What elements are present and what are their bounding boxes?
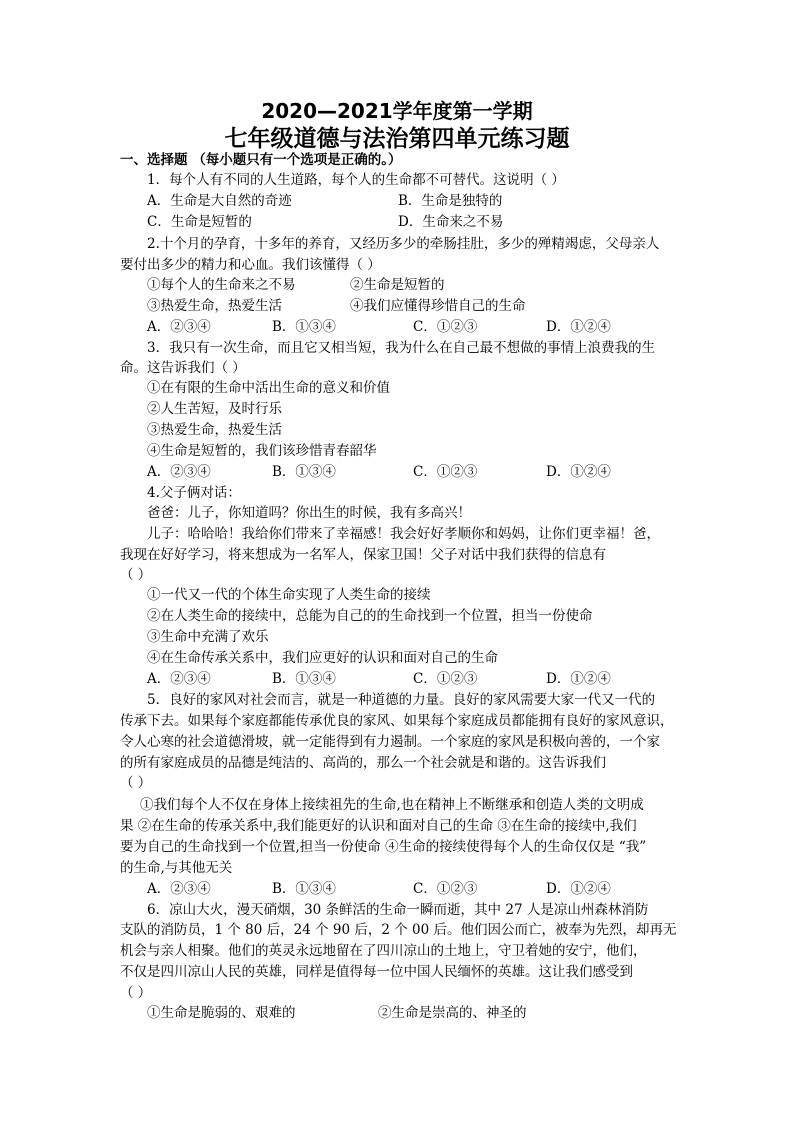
q5-stem-line1: 5．良好的家风对社会而言，就是一种道德的力量。良好的家风需要大家一代又一代的 [147, 692, 656, 708]
q3-statement-1: ①在有限的生命中活出生命的意义和价值 [147, 380, 390, 396]
q2-option-c: C．①②③ [413, 319, 478, 335]
q4-statement-3: ③生命中充满了欢乐 [147, 629, 269, 645]
section-heading: 一、选择题 （每小题只有一个选项是正确的。） [120, 152, 402, 168]
q3-stem-line1: 3．我只有一次生命，而且它又相当短，我为什么在自己最不想做的事情上浪费我的生 [147, 340, 656, 356]
q3-stem-line2: 命。这告诉我们（ ） [120, 360, 246, 376]
q5-statements-line1: ①我们每个人不仅在身体上接续祖先的生命,也在精神上不断继承和创造人类的文明成 [140, 797, 644, 813]
q3-option-d: D．①②④ [546, 464, 611, 480]
q1-option-b: B．生命是独特的 [398, 193, 503, 209]
q3-statement-3: ③热爱生命，热爱生活 [147, 422, 282, 438]
q6-stem-line4: 不仅是四川凉山人民的英雄，同样是值得每一位中国人民缅怀的英雄。这让我们感受到 [120, 964, 633, 980]
q5-option-c: C．①②③ [413, 881, 478, 897]
q4-stem-line1: 爸爸：儿子，你知道吗？你出生的时候，我有多高兴！ [147, 505, 471, 521]
q1-stem: 1．每个人有不同的人生道路，每个人的生命都不可替代。这说明（ ） [147, 172, 565, 188]
q2-option-a: A．②③④ [147, 319, 211, 335]
q3-statement-4: ④生命是短暂的，我们该珍惜青春韶华 [147, 443, 377, 459]
q4-stem-line0: 4.父子俩对话： [147, 485, 241, 501]
q2-statement-4: ④我们应懂得珍惜自己的生命 [350, 298, 526, 314]
q4-option-d: D．①②④ [546, 671, 611, 687]
q3-option-a: A．②③④ [147, 464, 211, 480]
q5-option-a: A．②③④ [147, 881, 211, 897]
page-subtitle: 七年级道德与法治第四单元练习题 [224, 126, 570, 152]
q2-option-d: D．①②④ [546, 319, 611, 335]
q5-stem-line2: 传承下去。如果每个家庭都能传承优良的家风、如果每个家庭成员都能拥有良好的家风意识， [120, 713, 674, 729]
q5-option-b: B．①③④ [272, 881, 336, 897]
q1-option-c: C．生命是短暂的 [147, 214, 252, 230]
q6-stem-line1: 6．凉山大火，漫天硝烟，30 条鲜活的生命一瞬而逝，其中 27 人是凉山州森林消防 [147, 902, 649, 918]
q2-stem-line2: 要付出多少的精力和心血。我们该懂得（ ） [120, 257, 381, 273]
q3-option-b: B．①③④ [272, 464, 336, 480]
q6-statement-1: ①生命是脆弱的、艰难的 [147, 1005, 296, 1021]
q2-stem-line1: 2.十个月的孕育，十多年的养育，又经历多少的牵肠挂肚，多少的殚精竭虑，父母亲人 [147, 236, 660, 252]
q4-option-c: C．①②③ [413, 671, 478, 687]
q4-stem-line3: 我现在好好学习，将来想成为一名军人，保家卫国！父子对话中我们获得的信息有 [120, 547, 606, 563]
q5-statements-line4: 的生命,与其他无关 [120, 860, 233, 876]
q5-statements-line2: 果 ②在生命的传承关系中,我们能更好的认识和面对自己的生命 ③在生命的接续中,我们 [120, 818, 637, 834]
q4-option-b: B．①③④ [272, 671, 336, 687]
q4-statement-4: ④在生命传承关系中，我们应更好的认识和面对自己的生命 [147, 650, 498, 666]
q2-option-b: B．①③④ [272, 319, 336, 335]
q4-statement-1: ①一代又一代的个体生命实现了人类生命的接续 [147, 587, 431, 603]
q5-stem-line3: 令人心寒的社会道德滑坡，就一定能得到有力遏制。一个家庭的家风是积极向善的，一个家 [120, 734, 660, 750]
q6-stem-line3: 机会与亲人相聚。他们的英灵永远地留在了四川凉山的土地上，守卫着她的安宁，他们， [120, 943, 647, 959]
q2-statement-2: ②生命是短暂的 [350, 277, 445, 293]
q3-option-c: C．①②③ [413, 464, 478, 480]
q4-stem-line4: （ ） [120, 567, 152, 583]
q3-statement-2: ②人生苦短，及时行乐 [147, 401, 282, 417]
q4-option-a: A．②③④ [147, 671, 211, 687]
q4-statement-2: ②在人类生命的接续中，总能为自己的的生命找到一个位置，担当一份使命 [147, 608, 593, 624]
q5-option-d: D．①②④ [546, 881, 611, 897]
q6-statement-2: ②生命是崇高的、神圣的 [378, 1005, 527, 1021]
page-title: 2020—2021学年度第一学期 [261, 99, 533, 123]
q6-stem-line5: （ ） [120, 985, 152, 1001]
q5-statements-line3: 要为自己的生命找到一个位置,担当一份使命 ④生命的接续使得每个人的生命仅仅是 “我” [120, 839, 647, 855]
q5-stem-line5: （ ） [120, 775, 152, 791]
q5-stem-line4: 的所有家庭成员的品德是纯洁的、高尚的，那么一个社会就是和谐的。这告诉我们 [120, 755, 606, 771]
q6-stem-line2: 支队的消防员，1 个 80 后，24 个 90 后，2 个 00 后。他们因公而亡，被奉为先烈，却再无 [120, 922, 677, 938]
q1-option-a: A．生命是大自然的奇迹 [147, 193, 292, 209]
q1-option-d: D．生命来之不易 [398, 214, 504, 230]
q4-stem-line2: 儿子：哈哈哈！我给你们带来了幸福感！我会好好孝顺你和妈妈，让你们更幸福！爸， [147, 526, 660, 542]
q2-statement-3: ③热爱生命，热爱生活 [147, 298, 282, 314]
q2-statement-1: ①每个人的生命来之不易 [147, 277, 296, 293]
